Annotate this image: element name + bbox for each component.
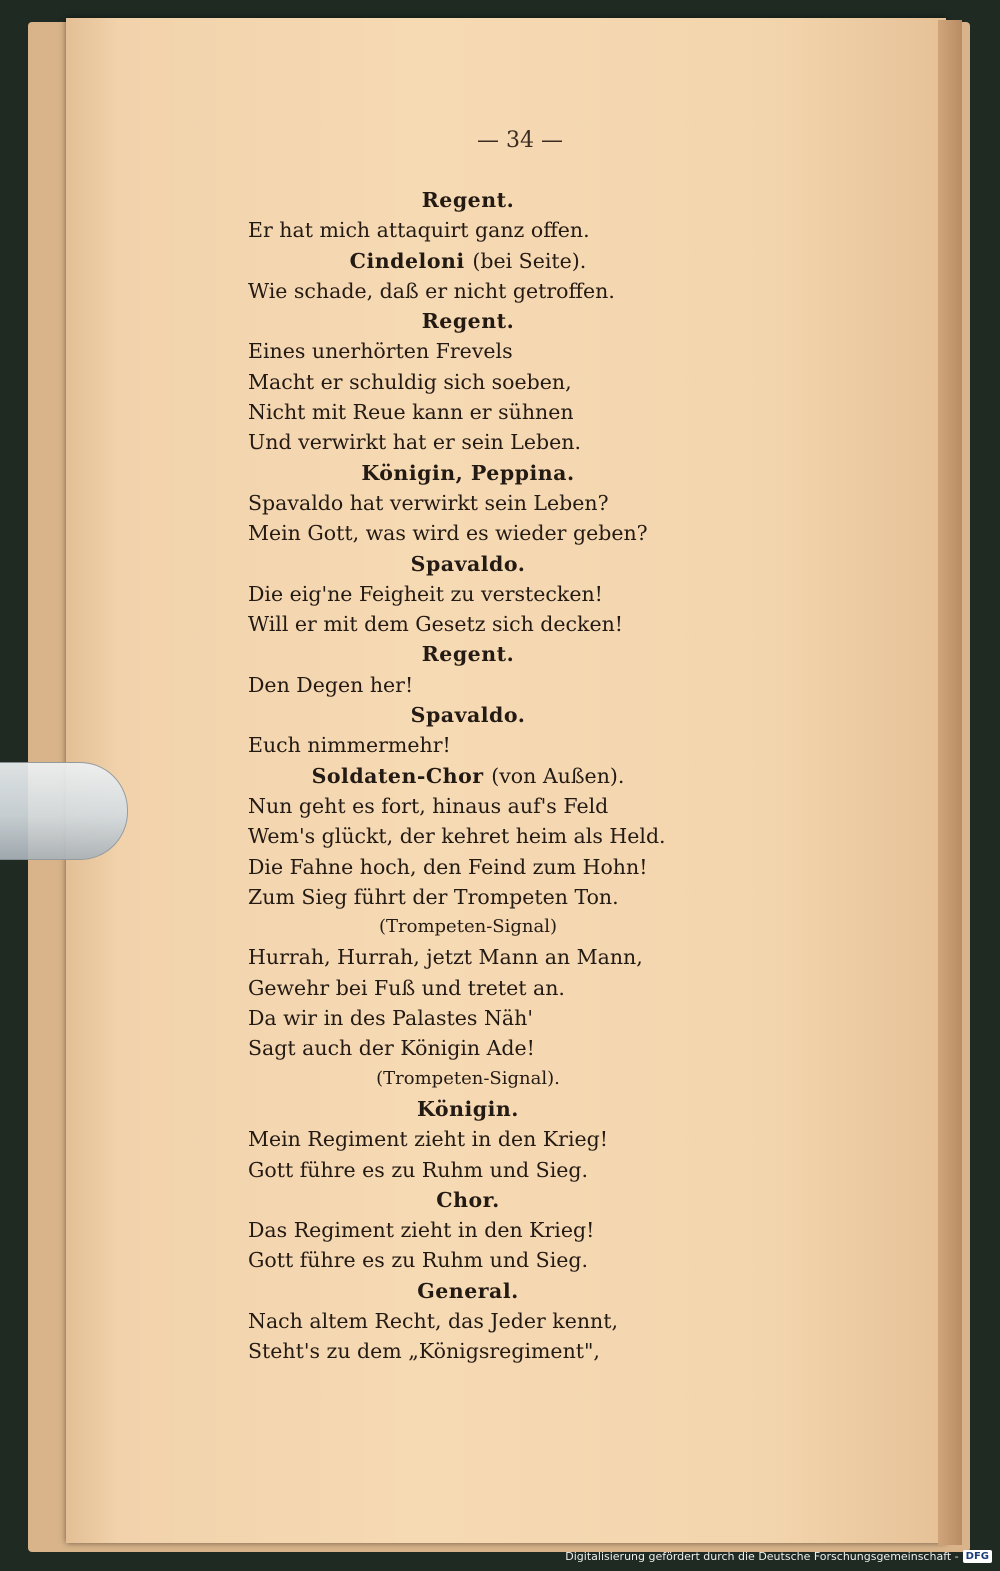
verse-line: Nicht mit Reue kann er sühnen xyxy=(248,400,574,425)
verse-line: Gewehr bei Fuß und tretet an. xyxy=(248,975,565,1000)
speaker-label: Spavaldo. xyxy=(410,551,526,576)
speaker-name xyxy=(248,549,688,579)
verse-line: Und verwirkt hat er sein Leben. xyxy=(248,430,581,455)
verse-line: Er hat mich attaquirt ganz offen. xyxy=(248,218,590,243)
speaker-name xyxy=(248,761,688,791)
speaker-label: Soldaten-Chor xyxy=(311,763,484,788)
verse-line: Macht er schuldig sich soeben, xyxy=(248,369,572,394)
verse-line: Spavaldo hat verwirkt sein Leben? xyxy=(248,490,609,515)
verse-line: Will er mit dem Gesetz sich decken! xyxy=(248,612,624,637)
verse-line: Da wir in des Palastes Näh' xyxy=(248,1006,533,1031)
footer-credit xyxy=(565,1550,992,1563)
speaker-label: Spavaldo. xyxy=(410,703,526,728)
verse-line: Hurrah, Hurrah, jetzt Mann an Mann, xyxy=(248,945,643,970)
speaker-label: General. xyxy=(417,1278,519,1303)
stage-direction: (bei Seite). xyxy=(472,248,587,273)
book-spine xyxy=(938,20,962,1545)
verse-line: Nun geht es fort, hinaus auf's Feld xyxy=(248,793,609,818)
speaker-label: Regent. xyxy=(421,642,515,667)
page-clip xyxy=(0,762,128,860)
speaker-name xyxy=(248,1185,688,1215)
speaker-label: Königin. xyxy=(417,1096,519,1121)
speaker-name xyxy=(248,306,688,336)
verse-line: Sagt auch der Königin Ade! xyxy=(248,1036,535,1061)
verse-line: Steht's zu dem „Königsregiment", xyxy=(248,1339,600,1364)
verse-line: Zum Sieg führt der Trompeten Ton. xyxy=(248,884,619,909)
speaker-name xyxy=(248,700,688,730)
speaker-name xyxy=(248,639,688,669)
verse-line: Eines unerhörten Frevels xyxy=(248,339,513,364)
verse-line: Wem's glückt, der kehret heim als Held. xyxy=(248,824,666,849)
verse-line: Nach altem Recht, das Jeder kennt, xyxy=(248,1308,619,1333)
speaker-label: Königin, Peppina. xyxy=(361,460,575,485)
speaker-name xyxy=(248,458,688,488)
stage-direction: (von Außen). xyxy=(491,763,625,788)
speaker-name xyxy=(248,1276,688,1306)
speaker-label: Cindeloni xyxy=(349,248,465,273)
verse-line: Gott führe es zu Ruhm und Sieg. xyxy=(248,1157,589,1182)
verse-line: Mein Gott, was wird es wieder geben? xyxy=(248,521,648,546)
page-number: — 34 — xyxy=(477,128,563,153)
verse-line: Die eig'ne Feigheit zu verstecken! xyxy=(248,581,603,606)
dfg-logo: DFG xyxy=(963,1550,992,1563)
verse-line: Euch nimmermehr! xyxy=(248,733,451,758)
verse-line: Mein Regiment zieht in den Krieg! xyxy=(248,1127,609,1152)
speaker-label: Chor. xyxy=(436,1187,500,1212)
verse-line: Die Fahne hoch, den Feind zum Hohn! xyxy=(248,854,648,879)
speaker-name xyxy=(248,185,688,215)
verse-line: Das Regiment zieht in den Krieg! xyxy=(248,1218,595,1243)
speaker-name xyxy=(248,246,688,276)
verse-line: Wie schade, daß er nicht getroffen. xyxy=(248,278,615,303)
stage-direction: (Trompeten-Signal). xyxy=(376,1067,560,1089)
verse-line: Den Degen her! xyxy=(248,672,414,697)
play-text xyxy=(248,185,688,1367)
speaker-label: Regent. xyxy=(421,309,515,334)
speaker-label: Regent. xyxy=(421,188,515,212)
speaker-name xyxy=(248,1094,688,1124)
footer-credit-text: Digitalisierung gefördert durch die Deutsche Forschungsgemeinschaft - xyxy=(565,1550,959,1563)
verse-line: Gott führe es zu Ruhm und Sieg. xyxy=(248,1248,589,1273)
stage-direction: (Trompeten-Signal) xyxy=(379,916,557,938)
